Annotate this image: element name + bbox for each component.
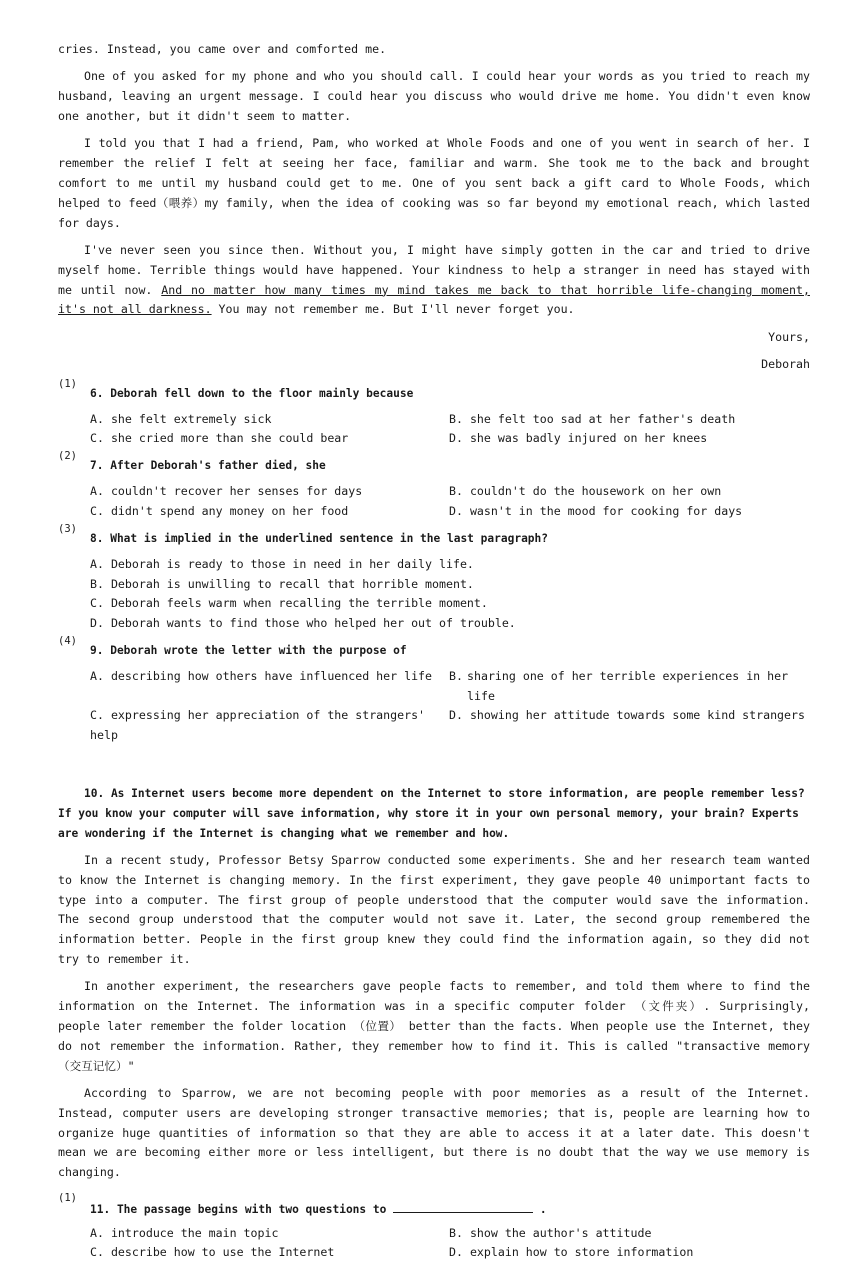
passage-paragraph: According to Sparrow, we are not becoming people with poor memories as a result of the Internet. Instead, computer users are developing stronger transactive memories; that is, people are learning how to organize huge quantities of information so that they are able to access it at a later date. This doesn't mean we are becoming either more or less intelligent, but there is no doubt that the way we use memory is changing.	[58, 1086, 810, 1180]
question-stem	[90, 1201, 547, 1216]
option-d[interactable]: D. she was badly injured on her knees	[449, 431, 708, 446]
option-d[interactable]: D. showing her attitude towards some kind strangers	[449, 708, 805, 723]
question	[58, 522, 810, 555]
underlined-sentence: And no matter how many times my mind takes me back to that horrible life-changing moment, it's not all darkness.	[58, 282, 810, 317]
option-c[interactable]: C. she cried more than she could bear	[90, 431, 349, 446]
passage-paragraph: cries. Instead, you came over and comforted me.	[58, 42, 387, 56]
document-page	[58, 40, 810, 1263]
options	[90, 1224, 810, 1263]
option-a[interactable]: A. couldn't recover her senses for days	[90, 484, 363, 499]
paragraph-text: You may not remember me. But I'll never forget you.	[211, 302, 575, 317]
option-a[interactable]: A. Deborah is ready to those in need in her daily life.	[90, 556, 474, 571]
options	[90, 667, 810, 746]
question-stem: 7. After Deborah's father died, she	[90, 459, 326, 473]
passage-paragraph: One of you asked for my phone and who you should call. I could hear your words as you tried to reach my husband, leaving an urgent message. I could hear you discuss who would drive me home. You didn't even know one another, but it didn't seem to matter.	[58, 69, 810, 123]
letter-signature: Deborah	[761, 357, 810, 372]
paragraph-text: I've never seen you since then. Without you, I might have simply gotten in the car and tried to drive myself home. Terrible things would have happened. Your kindness to help a stranger in need has stayed with me until now.	[58, 242, 810, 297]
question-number: (1)	[58, 377, 77, 390]
letter-closing: Yours,	[768, 329, 810, 344]
option-d[interactable]: D. wasn't in the mood for cooking for days	[449, 503, 743, 518]
options	[90, 555, 810, 634]
passage-intro: 10. As Internet users become more dependent on the Internet to store information, are people remember less? If you know your computer will save information, why store it in your own personal memory, your brain? Experts are wondering if the Internet is changing what we remember and how.	[58, 787, 805, 840]
option-b[interactable]: B. Deborah is unwilling to recall that horrible moment.	[90, 576, 474, 591]
option-c[interactable]: C. describe how to use the Internet	[90, 1245, 335, 1260]
question	[58, 634, 810, 667]
question-stem: 6. Deborah fell down to the floor mainly because	[90, 386, 414, 400]
option-b[interactable]: B. she felt too sad at her father's death	[449, 411, 736, 426]
options	[90, 410, 810, 450]
question-stem: 8. What is implied in the underlined sentence in the last paragraph?	[90, 531, 549, 545]
answer-blank[interactable]	[393, 1201, 533, 1213]
question-number: (2)	[58, 450, 77, 463]
stem-text: 11. The passage begins with two questions to	[90, 1202, 387, 1216]
question-number: (1)	[58, 1191, 77, 1204]
question	[58, 450, 810, 482]
passage-paragraph: In a recent study, Professor Betsy Sparrow conducted some experiments. She and her research team wanted to know the Internet is changing memory. In the first experiment, they gave people 40 unimportant facts to type into a computer. The first group of people understood that the computer would save the information. The second group understood that the computer would not save it. Later, the second group remembered the information better. People in the first group knew they could find the information again, so they did not try to remember it.	[58, 853, 810, 967]
option-d[interactable]: D. Deborah wants to find those who helped her out of trouble.	[90, 616, 516, 631]
question-number: (3)	[58, 522, 77, 535]
option-b[interactable]: B. couldn't do the housework on her own	[449, 484, 722, 499]
option-c[interactable]: C. Deborah feels warm when recalling the terrible moment.	[90, 596, 488, 611]
option-c[interactable]: C. didn't spend any money on her food	[90, 503, 349, 518]
stem-end: .	[539, 1202, 547, 1216]
option-d[interactable]: D. explain how to store information	[449, 1245, 694, 1260]
question	[58, 377, 810, 410]
passage-paragraph: In another experiment, the researchers gave people facts to remember, and told them where to find the information on the Internet. The information was in a specific computer folder （文件夹）. Surprisingly, people later remember the folder location （位置） better than the facts. When people use the Internet, they do not remember the information. Rather, they remember how to find it. This is called "transactive memory （交互记忆）"	[58, 979, 810, 1073]
passage-paragraph: I told you that I had a friend, Pam, who worked at Whole Foods and one of you went in search of her. I remember the relief I felt at seeing her face, familiar and warm. She took me to the back and brought comfort to me until my husband could get to me. One of you sent back a gift card to Whole Foods, which helped to feed（喂养）my family, when the idea of cooking was so far beyond my emotional reach, which lasted for days.	[58, 136, 810, 230]
option-a[interactable]: A. describing how others have influenced her life	[90, 668, 433, 683]
question-number: (4)	[58, 634, 77, 647]
option-a[interactable]: A. she felt extremely sick	[90, 411, 272, 426]
option-b[interactable]: B. show the author's attitude	[449, 1225, 652, 1240]
option-b[interactable]	[449, 667, 810, 707]
passage-paragraph	[58, 241, 810, 320]
question	[58, 1191, 810, 1224]
question-stem: 9. Deborah wrote the letter with the purpose of	[90, 643, 407, 657]
option-text: sharing one of her terrible experiences in her life	[467, 668, 789, 703]
option-letter: B.	[449, 668, 463, 683]
option-a[interactable]: A. introduce the main topic	[90, 1225, 279, 1240]
option-c[interactable]: C. expressing her appreciation of the strangers' help	[90, 708, 426, 743]
options	[90, 482, 810, 522]
